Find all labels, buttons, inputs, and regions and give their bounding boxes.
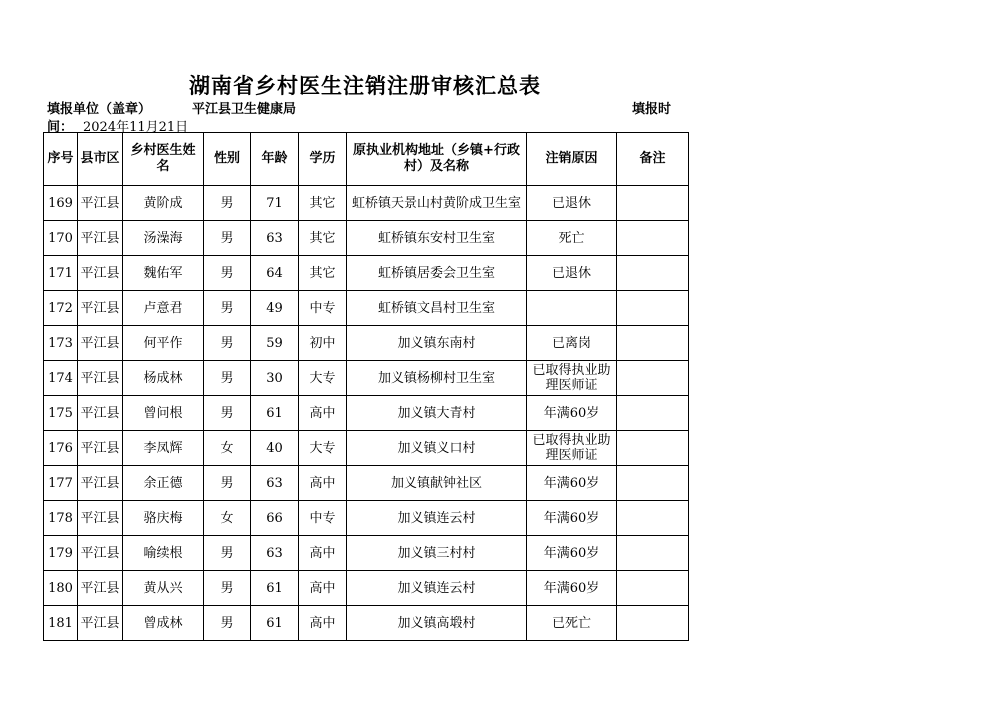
cell-gender: 女 xyxy=(204,501,251,536)
cell-name: 卢意君 xyxy=(123,291,204,326)
col-header-name: 乡村医生姓名 xyxy=(123,133,204,186)
cell-address: 虹桥镇文昌村卫生室 xyxy=(347,291,527,326)
table-row xyxy=(44,186,689,221)
cell-age: 30 xyxy=(251,361,299,396)
cell-address: 加义镇义口村 xyxy=(347,431,527,466)
cell-name: 余正德 xyxy=(123,466,204,501)
cell-education: 高中 xyxy=(299,606,347,641)
fill-time-label: 填报时 xyxy=(632,102,672,117)
cell-age: 49 xyxy=(251,291,299,326)
cell-reason xyxy=(527,291,617,326)
fill-date-value: 2024年11月21日 xyxy=(83,120,189,135)
cell-education: 初中 xyxy=(299,326,347,361)
cell-age: 61 xyxy=(251,571,299,606)
cell-name: 曾成林 xyxy=(123,606,204,641)
cell-note xyxy=(617,501,689,536)
cell-county: 平江县 xyxy=(78,466,123,501)
col-header-gender: 性别 xyxy=(204,133,251,186)
cell-age: 66 xyxy=(251,501,299,536)
cell-reason: 年满60岁 xyxy=(527,501,617,536)
cell-note xyxy=(617,291,689,326)
cell-gender: 男 xyxy=(204,291,251,326)
cell-education: 高中 xyxy=(299,571,347,606)
col-header-no: 序号 xyxy=(44,133,78,186)
cell-address: 虹桥镇居委会卫生室 xyxy=(347,256,527,291)
table-row xyxy=(44,221,689,256)
cell-note xyxy=(617,431,689,466)
cell-note xyxy=(617,221,689,256)
cell-reason: 年满60岁 xyxy=(527,571,617,606)
col-header-address: 原执业机构地址（乡镇+行政村）及名称 xyxy=(347,133,527,186)
cell-no: 179 xyxy=(44,536,78,571)
cell-note xyxy=(617,186,689,221)
table-body xyxy=(44,186,689,641)
cell-no: 169 xyxy=(44,186,78,221)
summary-table xyxy=(43,132,689,641)
cell-education: 其它 xyxy=(299,256,347,291)
cell-gender: 男 xyxy=(204,221,251,256)
cell-note xyxy=(617,466,689,501)
table-header-row xyxy=(44,133,689,186)
cell-name: 何平作 xyxy=(123,326,204,361)
fill-time-label-continued: 间： xyxy=(47,120,74,135)
cell-reason: 已取得执业助理医师证 xyxy=(527,431,617,466)
cell-name: 黄从兴 xyxy=(123,571,204,606)
cell-address: 加义镇三村村 xyxy=(347,536,527,571)
cell-no: 170 xyxy=(44,221,78,256)
cell-county: 平江县 xyxy=(78,326,123,361)
table-row xyxy=(44,501,689,536)
cell-reason: 已死亡 xyxy=(527,606,617,641)
page-title: 湖南省乡村医生注销注册审核汇总表 xyxy=(189,74,541,98)
cell-address: 虹桥镇东安村卫生室 xyxy=(347,221,527,256)
cell-reason: 死亡 xyxy=(527,221,617,256)
cell-no: 173 xyxy=(44,326,78,361)
col-header-age: 年龄 xyxy=(251,133,299,186)
cell-reason: 已离岗 xyxy=(527,326,617,361)
cell-county: 平江县 xyxy=(78,291,123,326)
cell-county: 平江县 xyxy=(78,186,123,221)
cell-note xyxy=(617,571,689,606)
cell-county: 平江县 xyxy=(78,221,123,256)
cell-name: 汤澡海 xyxy=(123,221,204,256)
cell-note xyxy=(617,326,689,361)
cell-gender: 男 xyxy=(204,536,251,571)
cell-note xyxy=(617,361,689,396)
cell-reason: 已取得执业助理医师证 xyxy=(527,361,617,396)
cell-age: 71 xyxy=(251,186,299,221)
table-row xyxy=(44,326,689,361)
cell-address: 加义镇献钟社区 xyxy=(347,466,527,501)
cell-education: 中专 xyxy=(299,501,347,536)
cell-address: 加义镇大青村 xyxy=(347,396,527,431)
cell-no: 176 xyxy=(44,431,78,466)
cell-county: 平江县 xyxy=(78,501,123,536)
col-header-reason: 注销原因 xyxy=(527,133,617,186)
cell-age: 63 xyxy=(251,466,299,501)
cell-education: 大专 xyxy=(299,431,347,466)
cell-age: 64 xyxy=(251,256,299,291)
cell-education: 大专 xyxy=(299,361,347,396)
cell-education: 其它 xyxy=(299,186,347,221)
col-header-county: 县市区 xyxy=(78,133,123,186)
cell-education: 其它 xyxy=(299,221,347,256)
cell-gender: 男 xyxy=(204,571,251,606)
cell-county: 平江县 xyxy=(78,396,123,431)
cell-gender: 女 xyxy=(204,431,251,466)
cell-gender: 男 xyxy=(204,326,251,361)
cell-county: 平江县 xyxy=(78,431,123,466)
cell-reason: 已退休 xyxy=(527,186,617,221)
cell-education: 高中 xyxy=(299,466,347,501)
table-row xyxy=(44,256,689,291)
cell-name: 黄阶成 xyxy=(123,186,204,221)
cell-note xyxy=(617,256,689,291)
cell-reason: 年满60岁 xyxy=(527,536,617,571)
cell-age: 61 xyxy=(251,396,299,431)
cell-gender: 男 xyxy=(204,361,251,396)
cell-no: 177 xyxy=(44,466,78,501)
cell-no: 172 xyxy=(44,291,78,326)
cell-gender: 男 xyxy=(204,256,251,291)
cell-gender: 男 xyxy=(204,186,251,221)
cell-reason: 已退休 xyxy=(527,256,617,291)
unit-label: 填报单位（盖章） xyxy=(47,102,152,117)
cell-gender: 男 xyxy=(204,396,251,431)
table-row xyxy=(44,536,689,571)
cell-note xyxy=(617,396,689,431)
col-header-education: 学历 xyxy=(299,133,347,186)
cell-name: 曾问根 xyxy=(123,396,204,431)
cell-county: 平江县 xyxy=(78,571,123,606)
cell-address: 加义镇东南村 xyxy=(347,326,527,361)
cell-age: 63 xyxy=(251,536,299,571)
cell-name: 骆庆梅 xyxy=(123,501,204,536)
table-row xyxy=(44,396,689,431)
cell-county: 平江县 xyxy=(78,536,123,571)
cell-county: 平江县 xyxy=(78,361,123,396)
cell-name: 李凤辉 xyxy=(123,431,204,466)
cell-reason: 年满60岁 xyxy=(527,466,617,501)
cell-gender: 男 xyxy=(204,466,251,501)
table-row xyxy=(44,291,689,326)
cell-note xyxy=(617,536,689,571)
cell-no: 171 xyxy=(44,256,78,291)
cell-no: 175 xyxy=(44,396,78,431)
cell-age: 61 xyxy=(251,606,299,641)
cell-education: 高中 xyxy=(299,396,347,431)
cell-education: 高中 xyxy=(299,536,347,571)
cell-county: 平江县 xyxy=(78,606,123,641)
cell-no: 174 xyxy=(44,361,78,396)
cell-county: 平江县 xyxy=(78,256,123,291)
cell-address: 虹桥镇天景山村黄阶成卫生室 xyxy=(347,186,527,221)
table-row xyxy=(44,606,689,641)
cell-address: 加义镇连云村 xyxy=(347,501,527,536)
cell-no: 178 xyxy=(44,501,78,536)
table-row xyxy=(44,361,689,396)
cell-age: 59 xyxy=(251,326,299,361)
cell-education: 中专 xyxy=(299,291,347,326)
table-row xyxy=(44,431,689,466)
table-row xyxy=(44,466,689,501)
cell-age: 40 xyxy=(251,431,299,466)
cell-address: 加义镇杨柳村卫生室 xyxy=(347,361,527,396)
cell-note xyxy=(617,606,689,641)
cell-name: 杨成林 xyxy=(123,361,204,396)
cell-address: 加义镇高塅村 xyxy=(347,606,527,641)
col-header-note: 备注 xyxy=(617,133,689,186)
cell-age: 63 xyxy=(251,221,299,256)
cell-name: 喻续根 xyxy=(123,536,204,571)
cell-name: 魏佑军 xyxy=(123,256,204,291)
cell-gender: 男 xyxy=(204,606,251,641)
cell-address: 加义镇连云村 xyxy=(347,571,527,606)
cell-no: 180 xyxy=(44,571,78,606)
unit-value: 平江县卫生健康局 xyxy=(192,102,297,117)
table-row xyxy=(44,571,689,606)
cell-no: 181 xyxy=(44,606,78,641)
cell-reason: 年满60岁 xyxy=(527,396,617,431)
